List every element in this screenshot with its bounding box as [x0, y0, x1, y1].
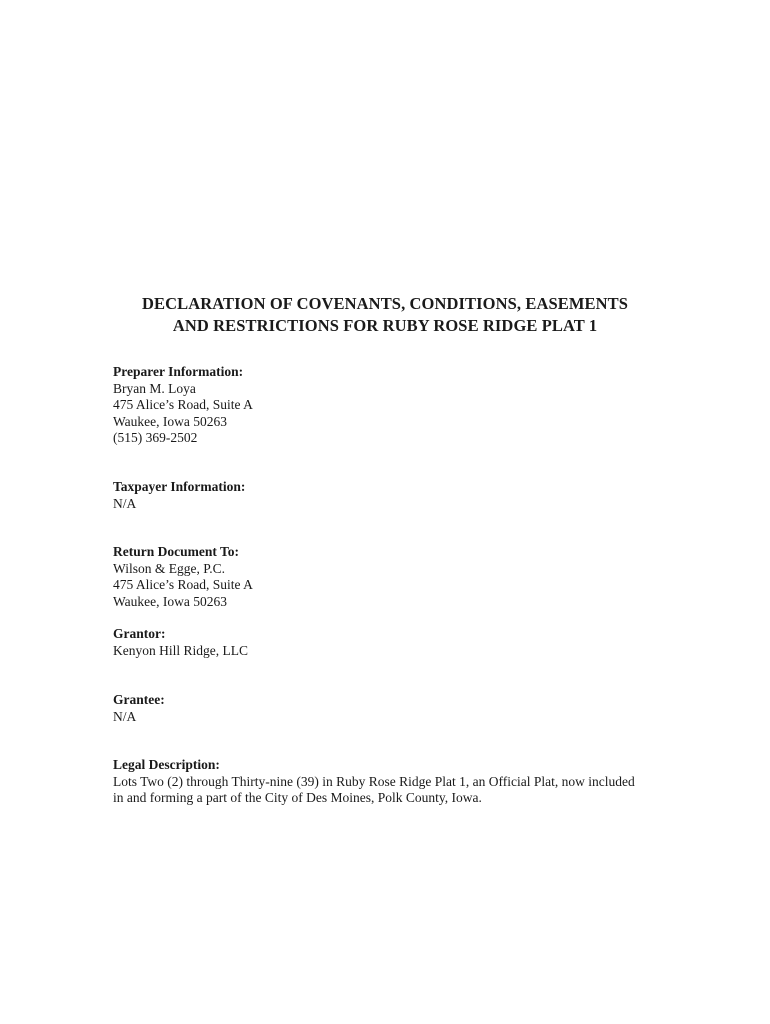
taxpayer-heading: Taxpayer Information: [113, 479, 246, 494]
legal-text-line-1: Lots Two (2) through Thirty-nine (39) in Ruby Rose Ridge Plat 1, an Official Plat, now included [113, 773, 635, 789]
grantee-heading: Grantee: [113, 692, 165, 707]
return-address-line-2: Waukee, Iowa 50263 [113, 593, 227, 609]
preparer-information-section [113, 364, 253, 447]
return-document-section [113, 544, 253, 610]
grantor-section [113, 626, 248, 659]
title-line-1: DECLARATION OF COVENANTS, CONDITIONS, EASEMENTS [141, 294, 629, 313]
preparer-heading: Preparer Information: [113, 364, 244, 379]
grantor-heading: Grantor: [113, 626, 166, 641]
return-name: Wilson & Egge, P.C. [113, 560, 225, 576]
title-line-2: AND RESTRICTIONS FOR RUBY ROSE RIDGE PLAT 1 [172, 316, 598, 335]
grantee-value: N/A [113, 708, 137, 724]
grantee-section [113, 692, 165, 725]
return-heading: Return Document To: [113, 544, 240, 559]
taxpayer-information-section [113, 479, 245, 512]
preparer-address-line-1: 475 Alice’s Road, Suite A [113, 397, 253, 413]
legal-description-section [113, 757, 673, 807]
taxpayer-value: N/A [113, 495, 137, 511]
legal-text-line-2: in and forming a part of the City of Des Moines, Polk County, Iowa. [113, 790, 482, 806]
legal-heading: Legal Description: [113, 757, 220, 772]
document-title [0, 293, 770, 337]
preparer-name: Bryan M. Loya [113, 380, 196, 396]
return-address-line-1: 475 Alice’s Road, Suite A [113, 577, 253, 593]
preparer-address-line-2: Waukee, Iowa 50263 [113, 413, 227, 429]
grantor-value: Kenyon Hill Ridge, LLC [113, 642, 248, 658]
preparer-phone: (515) 369-2502 [113, 430, 198, 446]
